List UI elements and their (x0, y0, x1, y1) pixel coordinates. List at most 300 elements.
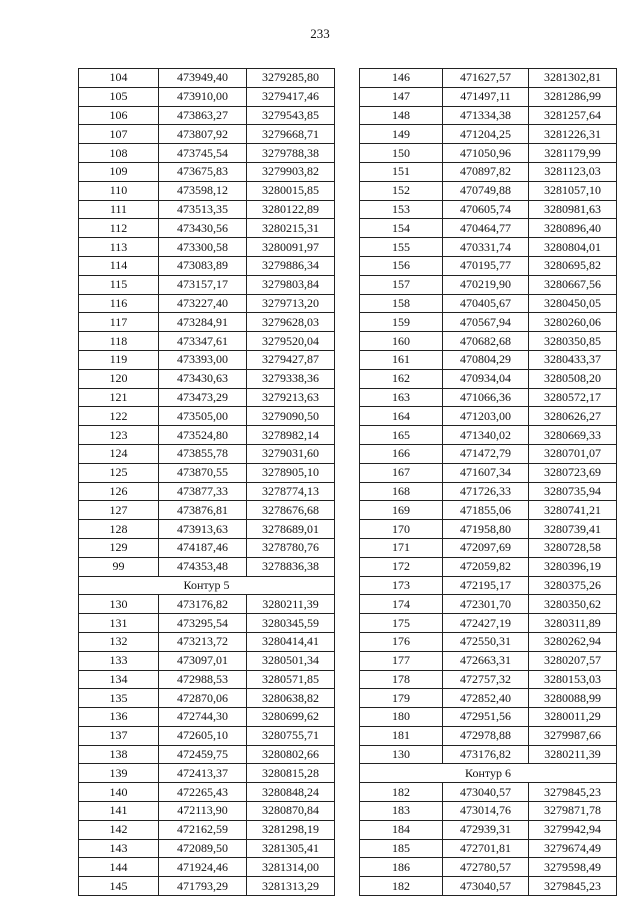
y-coordinate-cell: 3279713,20 (247, 294, 335, 313)
point-number-cell: 143 (79, 839, 159, 858)
table-row (360, 708, 617, 727)
coordinates-table-right (359, 68, 617, 896)
point-number-cell: 150 (360, 144, 443, 163)
table-row (79, 783, 335, 802)
table-row (79, 877, 335, 896)
page-number: 233 (310, 26, 330, 41)
x-coordinate-cell: 473949,40 (159, 69, 247, 88)
y-coordinate-cell: 3279674,49 (529, 839, 617, 858)
x-coordinate-cell: 474187,46 (159, 538, 247, 557)
table-row (360, 256, 617, 275)
point-number-cell: 124 (79, 444, 159, 463)
table-row (79, 238, 335, 257)
y-coordinate-cell: 3280350,85 (529, 332, 617, 351)
x-coordinate-cell: 470897,82 (443, 162, 529, 181)
table-row (360, 820, 617, 839)
y-coordinate-cell: 3279338,36 (247, 369, 335, 388)
y-coordinate-cell: 3280450,05 (529, 294, 617, 313)
point-number-cell: 176 (360, 632, 443, 651)
y-coordinate-cell: 3280211,39 (247, 595, 335, 614)
x-coordinate-cell: 471204,25 (443, 125, 529, 144)
x-coordinate-cell: 473877,33 (159, 482, 247, 501)
x-coordinate-cell: 473430,63 (159, 369, 247, 388)
x-coordinate-cell: 473870,55 (159, 463, 247, 482)
x-coordinate-cell: 471793,29 (159, 877, 247, 896)
x-coordinate-cell: 473513,35 (159, 200, 247, 219)
x-coordinate-cell: 473295,54 (159, 614, 247, 633)
x-coordinate-cell: 471472,79 (443, 444, 529, 463)
table-row (79, 106, 335, 125)
y-coordinate-cell: 3280011,29 (529, 708, 617, 727)
point-number-cell: 120 (79, 369, 159, 388)
y-coordinate-cell: 3280981,63 (529, 200, 617, 219)
table-row (79, 501, 335, 520)
y-coordinate-cell: 3280699,62 (247, 708, 335, 727)
y-coordinate-cell: 3280501,34 (247, 651, 335, 670)
table-row (360, 595, 617, 614)
table-row (360, 369, 617, 388)
y-coordinate-cell: 3278905,10 (247, 463, 335, 482)
table-row (360, 839, 617, 858)
y-coordinate-cell: 3279668,71 (247, 125, 335, 144)
point-number-cell: 148 (360, 106, 443, 125)
point-number-cell: 169 (360, 501, 443, 520)
x-coordinate-cell: 472089,50 (159, 839, 247, 858)
x-coordinate-cell: 473176,82 (159, 595, 247, 614)
x-coordinate-cell: 471340,02 (443, 426, 529, 445)
y-coordinate-cell: 3280122,89 (247, 200, 335, 219)
x-coordinate-cell: 473913,63 (159, 520, 247, 539)
x-coordinate-cell: 473598,12 (159, 181, 247, 200)
table-row (79, 350, 335, 369)
point-number-cell: 142 (79, 820, 159, 839)
x-coordinate-cell: 472427,19 (443, 614, 529, 633)
point-number-cell: 177 (360, 651, 443, 670)
x-coordinate-cell: 473284,91 (159, 313, 247, 332)
point-number-cell: 133 (79, 651, 159, 670)
x-coordinate-cell: 472870,06 (159, 689, 247, 708)
x-coordinate-cell: 473040,57 (443, 783, 529, 802)
point-number-cell: 165 (360, 426, 443, 445)
table-row (360, 332, 617, 351)
point-number-cell: 119 (79, 350, 159, 369)
point-number-cell: 181 (360, 726, 443, 745)
table-row (360, 200, 617, 219)
x-coordinate-cell: 472059,82 (443, 557, 529, 576)
y-coordinate-cell: 3280571,85 (247, 670, 335, 689)
point-number-cell: 125 (79, 463, 159, 482)
table-row (360, 87, 617, 106)
point-number-cell: 154 (360, 219, 443, 238)
table-row (360, 238, 617, 257)
x-coordinate-cell: 474353,48 (159, 557, 247, 576)
point-number-cell: 179 (360, 689, 443, 708)
y-coordinate-cell: 3280215,31 (247, 219, 335, 238)
table-row (360, 802, 617, 821)
table-row (360, 181, 617, 200)
point-number-cell: 184 (360, 820, 443, 839)
x-coordinate-cell: 470464,77 (443, 219, 529, 238)
x-coordinate-cell: 472605,10 (159, 726, 247, 745)
table-row (79, 820, 335, 839)
y-coordinate-cell: 3280433,37 (529, 350, 617, 369)
y-coordinate-cell: 3281305,41 (247, 839, 335, 858)
table-row (360, 313, 617, 332)
x-coordinate-cell: 470195,77 (443, 256, 529, 275)
y-coordinate-cell: 3279845,23 (529, 783, 617, 802)
x-coordinate-cell: 473910,00 (159, 87, 247, 106)
section-header-row (360, 764, 617, 783)
point-number-cell: 118 (79, 332, 159, 351)
y-coordinate-cell: 3280755,71 (247, 726, 335, 745)
point-number-cell: 123 (79, 426, 159, 445)
table-row (360, 69, 617, 88)
table-row (360, 444, 617, 463)
table-row (79, 858, 335, 877)
table-row (79, 651, 335, 670)
table-row (79, 764, 335, 783)
x-coordinate-cell: 470605,74 (443, 200, 529, 219)
point-number-cell: 159 (360, 313, 443, 332)
y-coordinate-cell: 3280153,03 (529, 670, 617, 689)
table-row (79, 670, 335, 689)
x-coordinate-cell: 472113,90 (159, 802, 247, 821)
table-row (79, 200, 335, 219)
y-coordinate-cell: 3280345,59 (247, 614, 335, 633)
y-coordinate-cell: 3279628,03 (247, 313, 335, 332)
table-row (79, 125, 335, 144)
table-row (79, 407, 335, 426)
x-coordinate-cell: 472413,37 (159, 764, 247, 783)
y-coordinate-cell: 3281286,99 (529, 87, 617, 106)
table-row (360, 745, 617, 764)
table-row (79, 557, 335, 576)
point-number-cell: 117 (79, 313, 159, 332)
point-number-cell: 137 (79, 726, 159, 745)
point-number-cell: 182 (360, 783, 443, 802)
x-coordinate-cell: 473040,57 (443, 877, 529, 896)
point-number-cell: 173 (360, 576, 443, 595)
y-coordinate-cell: 3281226,31 (529, 125, 617, 144)
point-number-cell: 111 (79, 200, 159, 219)
section-header-row (79, 576, 335, 595)
x-coordinate-cell: 473157,17 (159, 275, 247, 294)
point-number-cell: 113 (79, 238, 159, 257)
point-number-cell: 182 (360, 877, 443, 896)
y-coordinate-cell: 3279090,50 (247, 407, 335, 426)
y-coordinate-cell: 3280870,84 (247, 802, 335, 821)
point-number-cell: 109 (79, 162, 159, 181)
x-coordinate-cell: 472701,81 (443, 839, 529, 858)
x-coordinate-cell: 472301,70 (443, 595, 529, 614)
y-coordinate-cell: 3280735,94 (529, 482, 617, 501)
x-coordinate-cell: 472663,31 (443, 651, 529, 670)
table-row (360, 388, 617, 407)
point-number-cell: 156 (360, 256, 443, 275)
y-coordinate-cell: 3280375,26 (529, 576, 617, 595)
table-row (360, 482, 617, 501)
table-row (360, 125, 617, 144)
x-coordinate-cell: 473227,40 (159, 294, 247, 313)
table-row (360, 651, 617, 670)
y-coordinate-cell: 3279886,34 (247, 256, 335, 275)
x-coordinate-cell: 473675,83 (159, 162, 247, 181)
table-row (360, 783, 617, 802)
y-coordinate-cell: 3281179,99 (529, 144, 617, 163)
y-coordinate-cell: 3279871,78 (529, 802, 617, 821)
y-coordinate-cell: 3281123,03 (529, 162, 617, 181)
y-coordinate-cell: 3280695,82 (529, 256, 617, 275)
y-coordinate-cell: 3278689,01 (247, 520, 335, 539)
point-number-cell: 170 (360, 520, 443, 539)
point-number-cell: 136 (79, 708, 159, 727)
point-number-cell: 108 (79, 144, 159, 163)
point-number-cell: 139 (79, 764, 159, 783)
table-row (79, 256, 335, 275)
x-coordinate-cell: 473213,72 (159, 632, 247, 651)
y-coordinate-cell: 3278982,14 (247, 426, 335, 445)
y-coordinate-cell: 3280207,57 (529, 651, 617, 670)
point-number-cell: 144 (79, 858, 159, 877)
x-coordinate-cell: 470682,68 (443, 332, 529, 351)
x-coordinate-cell: 470567,94 (443, 313, 529, 332)
y-coordinate-cell: 3278676,68 (247, 501, 335, 520)
point-number-cell: 152 (360, 181, 443, 200)
point-number-cell: 99 (79, 557, 159, 576)
x-coordinate-cell: 471958,80 (443, 520, 529, 539)
y-coordinate-cell: 3280848,24 (247, 783, 335, 802)
table-row (79, 595, 335, 614)
y-coordinate-cell: 3279903,82 (247, 162, 335, 181)
table-row (360, 294, 617, 313)
x-coordinate-cell: 471203,00 (443, 407, 529, 426)
table-row (79, 313, 335, 332)
point-number-cell: 128 (79, 520, 159, 539)
x-coordinate-cell: 473176,82 (443, 745, 529, 764)
table-row (79, 332, 335, 351)
table-row (360, 144, 617, 163)
table-row (79, 388, 335, 407)
coordinates-table-right-body (360, 69, 617, 896)
y-coordinate-cell: 3280667,56 (529, 275, 617, 294)
table-row (79, 745, 335, 764)
x-coordinate-cell: 470749,88 (443, 181, 529, 200)
x-coordinate-cell: 470219,90 (443, 275, 529, 294)
x-coordinate-cell: 472097,69 (443, 538, 529, 557)
y-coordinate-cell: 3279213,63 (247, 388, 335, 407)
point-number-cell: 174 (360, 595, 443, 614)
x-coordinate-cell: 470934,04 (443, 369, 529, 388)
table-row (79, 144, 335, 163)
table-row (79, 538, 335, 557)
point-number-cell: 107 (79, 125, 159, 144)
y-coordinate-cell: 3279417,46 (247, 87, 335, 106)
point-number-cell: 175 (360, 614, 443, 633)
point-number-cell: 130 (79, 595, 159, 614)
x-coordinate-cell: 472265,43 (159, 783, 247, 802)
section-title: Контур 5 (79, 576, 335, 595)
table-row (79, 275, 335, 294)
x-coordinate-cell: 473863,27 (159, 106, 247, 125)
table-row (79, 689, 335, 708)
y-coordinate-cell: 3280896,40 (529, 219, 617, 238)
x-coordinate-cell: 473524,80 (159, 426, 247, 445)
point-number-cell: 116 (79, 294, 159, 313)
point-number-cell: 146 (360, 69, 443, 88)
x-coordinate-cell: 470331,74 (443, 238, 529, 257)
y-coordinate-cell: 3280396,19 (529, 557, 617, 576)
point-number-cell: 166 (360, 444, 443, 463)
point-number-cell: 122 (79, 407, 159, 426)
table-row (360, 219, 617, 238)
y-coordinate-cell: 3278774,13 (247, 482, 335, 501)
point-number-cell: 163 (360, 388, 443, 407)
y-coordinate-cell: 3280638,82 (247, 689, 335, 708)
y-coordinate-cell: 3281313,29 (247, 877, 335, 896)
x-coordinate-cell: 472978,88 (443, 726, 529, 745)
table-row (79, 614, 335, 633)
y-coordinate-cell: 3280508,20 (529, 369, 617, 388)
table-row (360, 463, 617, 482)
y-coordinate-cell: 3280741,21 (529, 501, 617, 520)
table-row (79, 369, 335, 388)
x-coordinate-cell: 473097,01 (159, 651, 247, 670)
x-coordinate-cell: 471607,34 (443, 463, 529, 482)
table-row (360, 557, 617, 576)
y-coordinate-cell: 3280260,06 (529, 313, 617, 332)
table-row (360, 614, 617, 633)
point-number-cell: 121 (79, 388, 159, 407)
table-row (360, 689, 617, 708)
point-number-cell: 185 (360, 839, 443, 858)
table-row (79, 839, 335, 858)
point-number-cell: 178 (360, 670, 443, 689)
x-coordinate-cell: 473876,81 (159, 501, 247, 520)
point-number-cell: 129 (79, 538, 159, 557)
y-coordinate-cell: 3281057,10 (529, 181, 617, 200)
table-row (79, 463, 335, 482)
table-row (79, 444, 335, 463)
x-coordinate-cell: 473430,56 (159, 219, 247, 238)
table-row (360, 162, 617, 181)
table-row (79, 162, 335, 181)
table-row (79, 726, 335, 745)
y-coordinate-cell: 3280350,62 (529, 595, 617, 614)
point-number-cell: 186 (360, 858, 443, 877)
table-row (79, 87, 335, 106)
y-coordinate-cell: 3279031,60 (247, 444, 335, 463)
y-coordinate-cell: 3281257,64 (529, 106, 617, 125)
table-row (360, 877, 617, 896)
point-number-cell: 164 (360, 407, 443, 426)
point-number-cell: 127 (79, 501, 159, 520)
x-coordinate-cell: 471334,38 (443, 106, 529, 125)
table-row (360, 858, 617, 877)
coordinates-table-left (78, 68, 335, 896)
y-coordinate-cell: 3278836,38 (247, 557, 335, 576)
table-row (79, 520, 335, 539)
point-number-cell: 153 (360, 200, 443, 219)
y-coordinate-cell: 3280701,07 (529, 444, 617, 463)
y-coordinate-cell: 3281298,19 (247, 820, 335, 839)
y-coordinate-cell: 3280804,01 (529, 238, 617, 257)
x-coordinate-cell: 471726,33 (443, 482, 529, 501)
point-number-cell: 112 (79, 219, 159, 238)
point-number-cell: 171 (360, 538, 443, 557)
x-coordinate-cell: 471497,11 (443, 87, 529, 106)
table-row (79, 294, 335, 313)
y-coordinate-cell: 3280262,94 (529, 632, 617, 651)
table-row (79, 219, 335, 238)
x-coordinate-cell: 472195,17 (443, 576, 529, 595)
y-coordinate-cell: 3279803,84 (247, 275, 335, 294)
point-number-cell: 131 (79, 614, 159, 633)
x-coordinate-cell: 473014,76 (443, 802, 529, 821)
y-coordinate-cell: 3279788,38 (247, 144, 335, 163)
x-coordinate-cell: 471066,36 (443, 388, 529, 407)
y-coordinate-cell: 3280311,89 (529, 614, 617, 633)
y-coordinate-cell: 3279543,85 (247, 106, 335, 125)
y-coordinate-cell: 3280572,17 (529, 388, 617, 407)
point-number-cell: 155 (360, 238, 443, 257)
table-row (360, 538, 617, 557)
table-row (360, 501, 617, 520)
y-coordinate-cell: 3278780,76 (247, 538, 335, 557)
coordinates-table-left-body (79, 69, 335, 896)
table-row (79, 181, 335, 200)
y-coordinate-cell: 3280015,85 (247, 181, 335, 200)
y-coordinate-cell: 3280091,97 (247, 238, 335, 257)
x-coordinate-cell: 471924,46 (159, 858, 247, 877)
point-number-cell: 162 (360, 369, 443, 388)
x-coordinate-cell: 473807,92 (159, 125, 247, 144)
x-coordinate-cell: 472951,56 (443, 708, 529, 727)
point-number-cell: 134 (79, 670, 159, 689)
x-coordinate-cell: 473347,61 (159, 332, 247, 351)
table-row (360, 670, 617, 689)
x-coordinate-cell: 472550,31 (443, 632, 529, 651)
point-number-cell: 115 (79, 275, 159, 294)
y-coordinate-cell: 3280739,41 (529, 520, 617, 539)
point-number-cell: 114 (79, 256, 159, 275)
table-row (360, 576, 617, 595)
y-coordinate-cell: 3281302,81 (529, 69, 617, 88)
point-number-cell: 160 (360, 332, 443, 351)
y-coordinate-cell: 3279427,87 (247, 350, 335, 369)
table-row (360, 106, 617, 125)
point-number-cell: 104 (79, 69, 159, 88)
x-coordinate-cell: 470804,29 (443, 350, 529, 369)
y-coordinate-cell: 3279285,80 (247, 69, 335, 88)
x-coordinate-cell: 473745,54 (159, 144, 247, 163)
x-coordinate-cell: 472162,59 (159, 820, 247, 839)
point-number-cell: 183 (360, 802, 443, 821)
point-number-cell: 172 (360, 557, 443, 576)
x-coordinate-cell: 473855,78 (159, 444, 247, 463)
point-number-cell: 106 (79, 106, 159, 125)
table-row (360, 407, 617, 426)
x-coordinate-cell: 471855,06 (443, 501, 529, 520)
x-coordinate-cell: 472852,40 (443, 689, 529, 708)
table-row (360, 426, 617, 445)
table-row (79, 708, 335, 727)
point-number-cell: 147 (360, 87, 443, 106)
point-number-cell: 126 (79, 482, 159, 501)
y-coordinate-cell: 3279520,04 (247, 332, 335, 351)
x-coordinate-cell: 472780,57 (443, 858, 529, 877)
y-coordinate-cell: 3280669,33 (529, 426, 617, 445)
x-coordinate-cell: 472459,75 (159, 745, 247, 764)
